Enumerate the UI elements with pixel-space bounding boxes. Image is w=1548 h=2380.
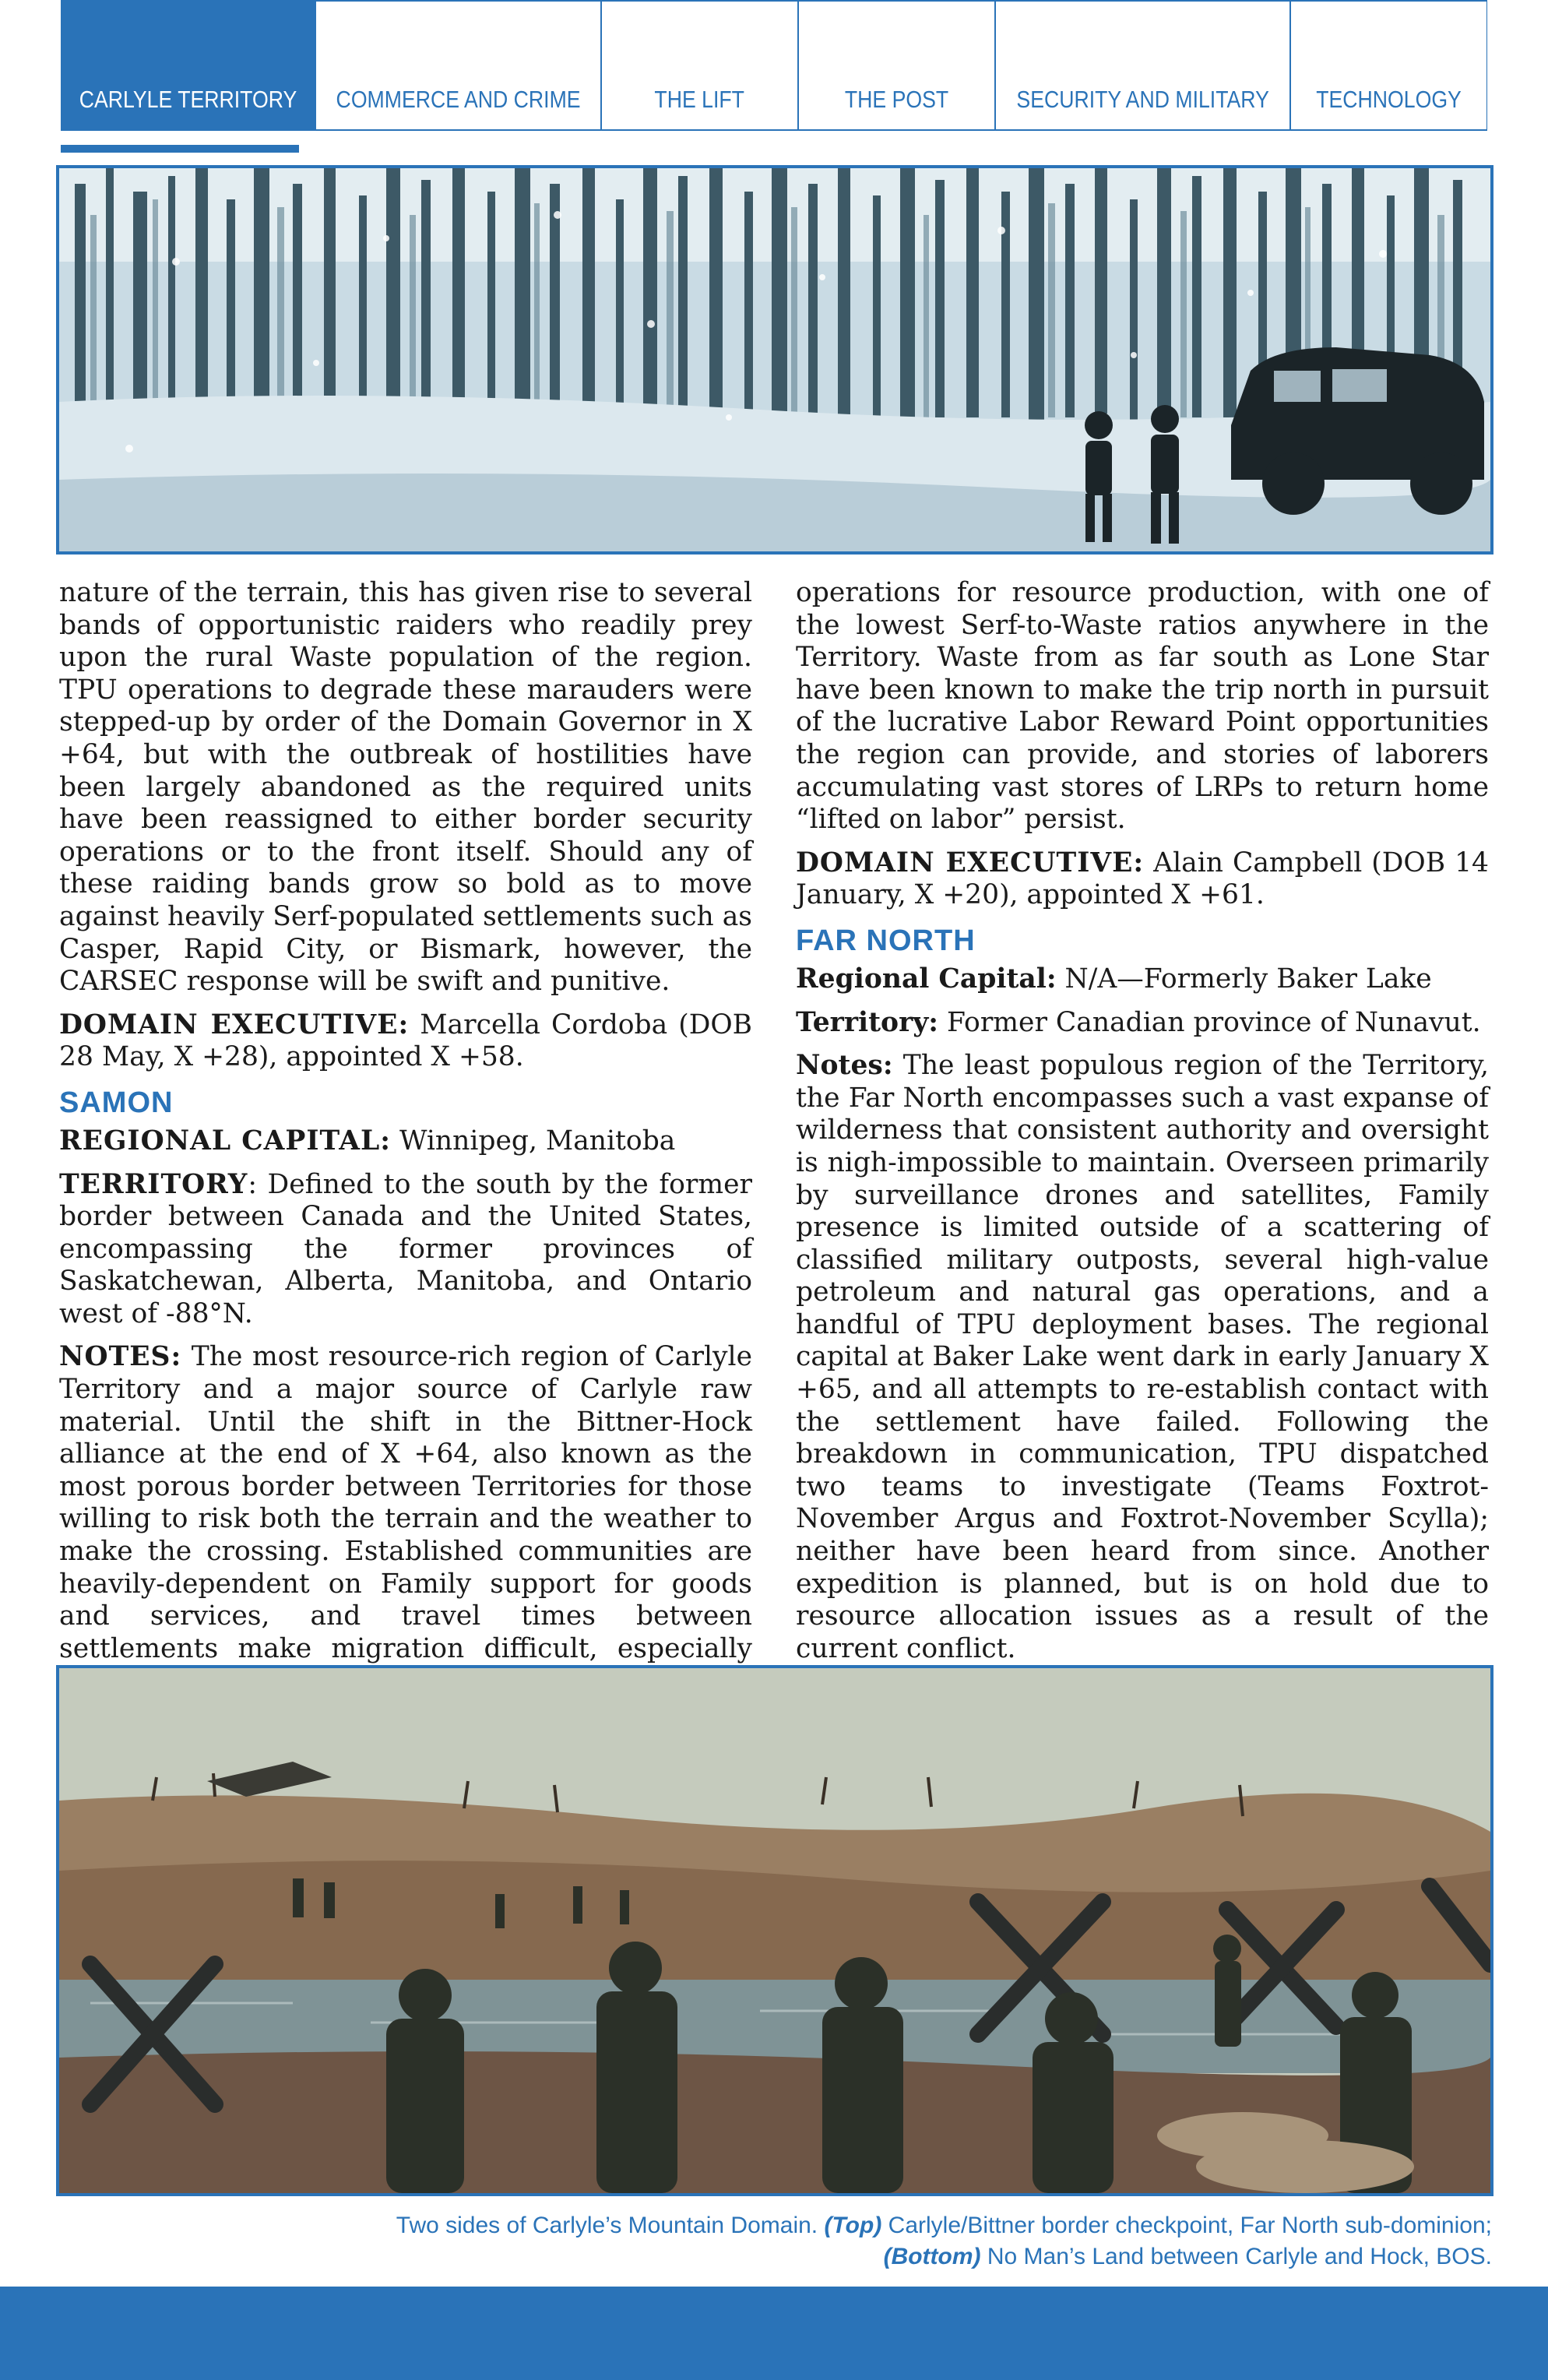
samon-heading: SAMON bbox=[59, 1086, 174, 1119]
samon-notes: NOTES: The most resource-rich region of Carlyle Territory and a major source of Carlyle raw material. Until the shift in the Bittner-Hock alliance at the end of X +64, also known as the most porous border between Territories for those willing to risk both the terrain and the weather to make the crossing. Established communities are heavily-dependent on Family support for goods and services, and travel times between settlements make migration difficult, especially bbox=[59, 1341, 752, 1664]
samon-territory: TERRITORY: Defined to the south by the former border between Canada and the United States, encompassing the former provinces of Saskatchewan, Alberta, Manitoba, and Ontario west of -88°N. bbox=[59, 1168, 752, 1329]
caption-line-2: (Bottom) No Man’s Land between Carlyle and Hock, BOS. bbox=[883, 2244, 1492, 2269]
far-north-notes: Notes: The least populous region of the Territory, the Far North encompasses such a vast expanse of wilderness that consistent authority and oversight is nigh-impossible to maintain. Overseen primarily by surveillance drones and satellites, Family presence is limited outside of a scattering of classified military outposts, several high-value petroleum and natural gas operations, and a handful of TPU deployment bases. The regional capital at Baker Lake went dark in early January X +65, and all attempts to re-establish contact with the settlement have failed. Following the breakdown in communication, TPU dispatched two teams to investigate (Teams Foxtrot-November Argus and Foxtrot-November Scylla); neither have been heard from since. Another expedition is planned, but is on hold due to resource allocation issues as a result of the current conflict. bbox=[796, 1050, 1489, 1664]
illustration-no-mans-land bbox=[56, 1665, 1493, 2196]
tab-security-and-military[interactable]: SECURITY AND MILITARY bbox=[995, 0, 1290, 131]
tab-carlyle-territory[interactable]: CARLYLE TERRITORY bbox=[61, 0, 315, 131]
section-tabs bbox=[61, 0, 1487, 132]
samon-regional-capital: REGIONAL CAPITAL: Winnipeg, Manitoba bbox=[59, 1125, 676, 1157]
illustration-border-checkpoint bbox=[56, 165, 1493, 555]
far-north-heading: FAR NORTH bbox=[796, 924, 976, 957]
right-domain-executive: DOMAIN EXECUTIVE: Alain Campbell (DOB 14 January, X +20), appointed X +61. bbox=[796, 847, 1489, 911]
active-tab-indicator bbox=[61, 145, 299, 153]
tab-the-post[interactable]: THE POST bbox=[798, 0, 995, 131]
right-text-column bbox=[796, 577, 1489, 1752]
caption-line-1: Two sides of Carlyle’s Mountain Domain. (Top) Carlyle/Bittner border checkpoint, Far North sub-dominion; bbox=[396, 2213, 1492, 2238]
left-text-column bbox=[59, 577, 752, 1773]
right-intro-paragraph: operations for resource production, with one of the lowest Serf-to-Waste ratios anywhere in the Territory. Waste from as far south as Lone Star have been known to make the trip north in pursuit of the lucrative Labor Reward Point opportunities the region can provide, and stories of laborers accumulating vast stores of LRPs to return home “lifted on labor” persist. bbox=[796, 577, 1489, 836]
far-north-regional-capital: Regional Capital: N/A—Formerly Baker Lake bbox=[796, 963, 1432, 995]
left-domain-executive: DOMAIN EXECUTIVE: Marcella Cordoba (DOB 28 May, X +28), appointed X +58. bbox=[59, 1009, 752, 1073]
footer-bar bbox=[0, 2287, 1548, 2380]
tab-commerce-and-crime[interactable]: COMMERCE AND CRIME bbox=[315, 0, 601, 131]
left-intro-paragraph: nature of the terrain, this has given rise to several bands of opportunistic raiders who readily prey upon the rural Waste population of the region. TPU operations to degrade these marauders were stepped-up by order of the Domain Governor in X +64, but with the outbreak of hostilities have been largely abandoned as the required units have been reassigned to either border security operations or to the front itself. Should any of these raiding bands grow so bold as to move against heavily Serf-populated settlements such as Casper, Rapid City, or Bismark, however, the CARSEC response will be swift and punitive. bbox=[59, 577, 752, 998]
tab-the-lift[interactable]: THE LIFT bbox=[601, 0, 798, 131]
tab-technology[interactable]: TECHNOLOGY bbox=[1290, 0, 1487, 131]
illustration-caption bbox=[90, 2210, 1492, 2273]
far-north-territory: Territory: Former Canadian province of Nunavut. bbox=[796, 1006, 1481, 1038]
